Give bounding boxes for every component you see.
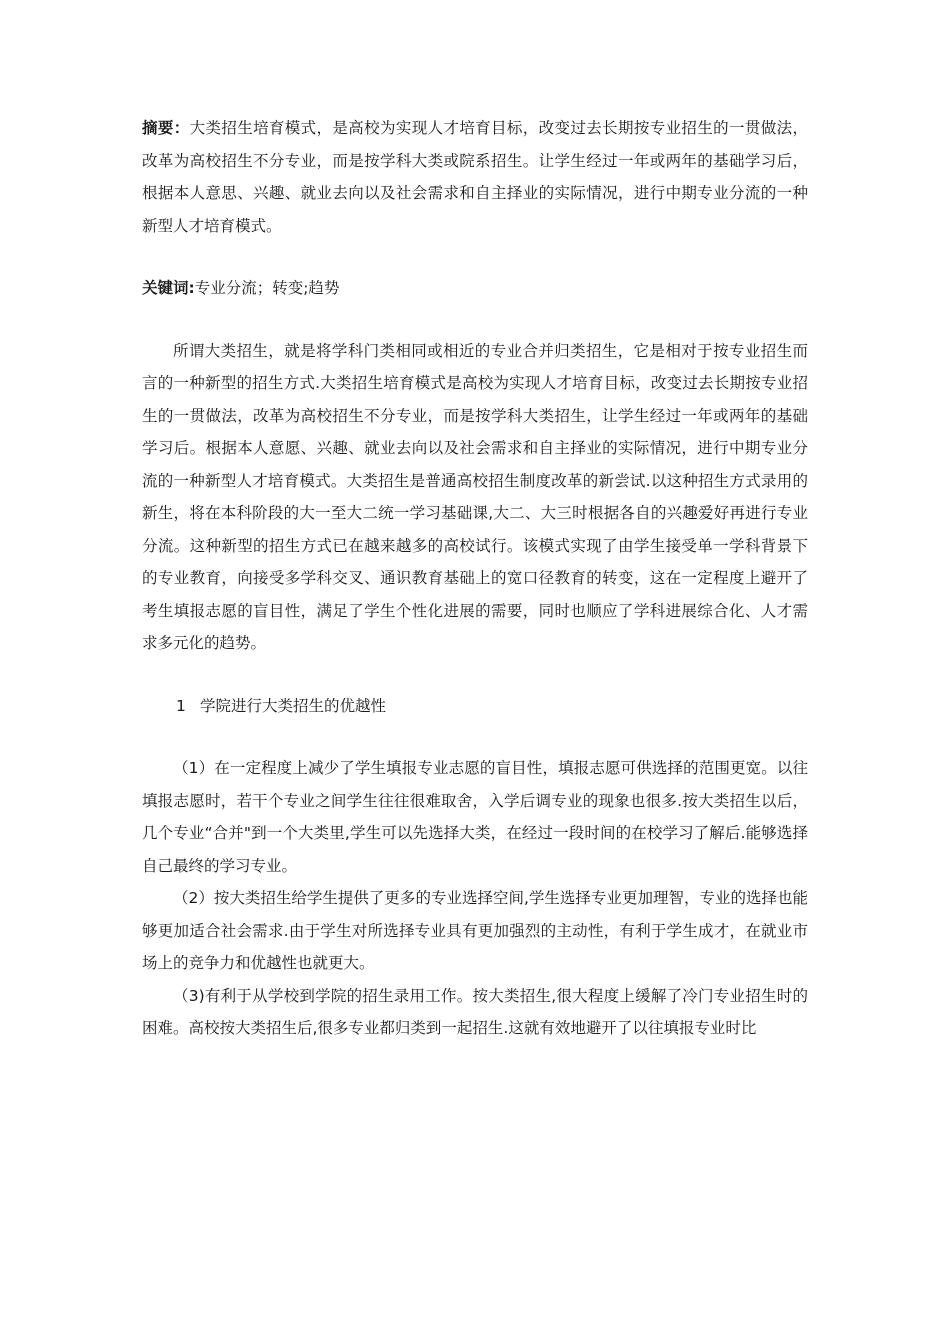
abstract-text: 大类招生培育模式，是高校为实现人才培育目标，改变过去长期按专业招生的一贯做法，改革为高校招生不分专业，而是按学科大类或院系招生。让学生经过一年或两年的基础学习后，根据本人意思、兴趣、就业去向以及社会需求和自主择业的实际情况，进行中期专业分流的一种新型人才培育模式。 xyxy=(142,119,808,235)
point-paragraph-2: （2）按大类招生给学生提供了更多的专业选择空间,学生选择专业更加理智，专业的选择也能够更加适合社会需求.由于学生对所选择专业具有更加强烈的主动性，有利于学生成才，在就业市场上的竞争力和优越性也就更大。 xyxy=(142,889,808,972)
section-number: 1 xyxy=(176,696,186,715)
abstract-label: 摘要： xyxy=(142,119,190,137)
point-paragraph-1: （1）在一定程度上减少了学生填报专业志愿的盲目性，填报志愿可供选择的范围更宽。以往填报志愿时，若干个专业之间学生往往很难取舍，入学后调专业的现象也很多.按大类招生以后，几个专业“合并"到一个大类里,学生可以先选择大类，在经过一段时间的在校学习了解后.能够选择自己最终的学习专业。 xyxy=(142,759,808,875)
section-heading xyxy=(142,690,808,723)
section-title: 学院进行大类招生的优越性 xyxy=(200,696,387,715)
keywords-paragraph xyxy=(142,272,808,305)
keywords-label: 关键词: xyxy=(142,279,195,297)
keywords-text: 专业分流；转变;趋势 xyxy=(194,279,340,297)
intro-paragraph: 所谓大类招生，就是将学科门类相同或相近的专业合并归类招生，它是相对于按专业招生而言的一种新型的招生方式.大类招生培育模式是高校为实现人才培育目标，改变过去长期按专业招生的一贯做法，改革为高校招生不分专业，而是按学科大类招生，让学生经过一年或两年的基础学习后。根据本人意愿、兴趣、就业去向以及社会需求和自主择业的实际情况，进行中期专业分流的一种新型人才培育模式。大类招生是普通高校招生制度改革的新尝试.以这种招生方式录用的新生，将在本科阶段的大一至大二统一学习基础课,大二、大三时根据各自的兴趣爱好再进行专业分流。这种新型的招生方式已在越来越多的高校试行。该模式实现了由学生接受单一学科背景下的专业教育，向接受多学科交叉、通识教育基础上的宽口径教育的转变，这在一定程度上避开了考生填报志愿的盲目性，满足了学生个性化进展的需要，同时也顺应了学科进展综合化、人才需求多元化的趋势。 xyxy=(142,341,808,652)
point-paragraph-3: （3)有利于从学校到学院的招生录用工作。按大类招生,很大程度上缓解了冷门专业招生时的困难。高校按大类招生后,很多专业都归类到一起招生.这就有效地避开了以往填报专业时比 xyxy=(142,986,808,1037)
document-page xyxy=(142,112,808,1045)
abstract-paragraph xyxy=(142,112,808,242)
